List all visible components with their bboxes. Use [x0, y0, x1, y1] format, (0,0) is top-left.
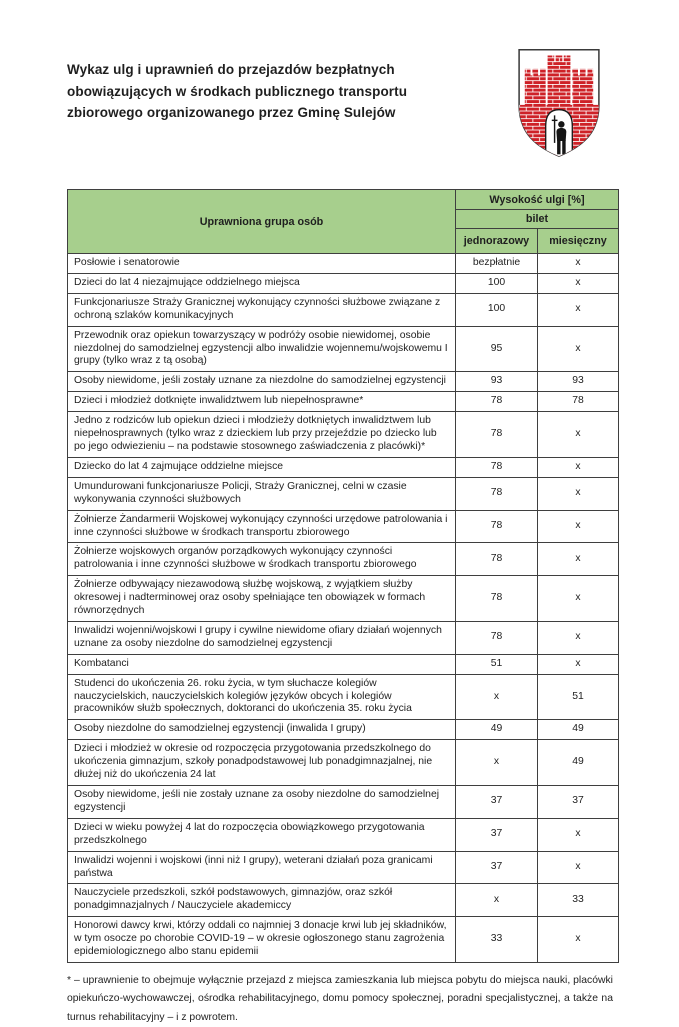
table-row — [68, 818, 619, 851]
group-cell: Przewodnik oraz opiekun towarzyszący w podróży osobie niewidomej, osobie niezdolnej do samodzielnej egzystencji albo inwalidzie wojennemu/wojskowemu I grupy (tylko wraz z tą osobą) — [68, 326, 456, 372]
monthly-ticket-cell: 51 — [538, 674, 619, 720]
single-ticket-cell: 78 — [456, 576, 538, 622]
monthly-ticket-cell: x — [538, 254, 619, 274]
table-row — [68, 654, 619, 674]
column-header-group: Uprawniona grupa osób — [68, 190, 456, 254]
group-cell: Inwalidzi wojenni i wojskowi (inni niż I grupy), weterani działań poza granicami państwa — [68, 851, 456, 884]
table-row — [68, 720, 619, 740]
table-row — [68, 254, 619, 274]
group-cell: Osoby niezdolne do samodzielnej egzystencji (inwalida I grupy) — [68, 720, 456, 740]
table-row — [68, 851, 619, 884]
table-row — [68, 273, 619, 293]
table-row — [68, 510, 619, 543]
table-row — [68, 293, 619, 326]
footnote: * – uprawnienie to obejmuje wyłącznie przejazd z miejsca zamieszkania lub miejsca pobytu do miejsca nauki, placówki opiekuńczo-wychowawczej, ośrodka rehabilitacyjnego, domu pomocy społecznej, poradni specjalistycznej, a także na turnus rehabilitacyjny – i z powrotem. — [67, 974, 613, 1023]
single-ticket-cell: 37 — [456, 786, 538, 819]
column-header-monthly: miesięczny — [538, 229, 619, 254]
single-ticket-cell: 100 — [456, 273, 538, 293]
single-ticket-cell: 49 — [456, 720, 538, 740]
table-row — [68, 457, 619, 477]
single-ticket-cell: 37 — [456, 818, 538, 851]
group-cell: Żołnierze Żandarmerii Wojskowej wykonujący czynności urzędowe patrolowania i inne czynności służbowe w środkach transportu zbiorowego — [68, 510, 456, 543]
group-cell: Dziecko do lat 4 zajmujące oddzielne miejsce — [68, 457, 456, 477]
monthly-ticket-cell: x — [538, 457, 619, 477]
table-row — [68, 543, 619, 576]
column-header-discount: Wysokość ulgi [%] — [456, 190, 619, 210]
monthly-ticket-cell: x — [538, 510, 619, 543]
title-line-2: obowiązujących w środkach publicznego transportu — [67, 83, 408, 99]
table-row — [68, 576, 619, 622]
single-ticket-cell: 95 — [456, 326, 538, 372]
group-cell: Dzieci i młodzież dotknięte inwalidztwem lub niepełnosprawne* — [68, 392, 456, 412]
single-ticket-cell: 37 — [456, 851, 538, 884]
single-ticket-cell: x — [456, 674, 538, 720]
group-cell: Posłowie i senatorowie — [68, 254, 456, 274]
table-row — [68, 740, 619, 786]
column-header-single: jednorazowy — [456, 229, 538, 254]
monthly-ticket-cell: x — [538, 576, 619, 622]
group-cell: Nauczyciele przedszkoli, szkół podstawowych, gimnazjów, oraz szkół ponadgimnazjalnych / Nauczyciele akademiccy — [68, 884, 456, 917]
monthly-ticket-cell: x — [538, 412, 619, 458]
table-row — [68, 477, 619, 510]
group-cell: Funkcjonariusze Straży Granicznej wykonujący czynności służbowe związane z ochroną szlaków komunikacyjnych — [68, 293, 456, 326]
header-row-1 — [68, 190, 619, 210]
single-ticket-cell: 33 — [456, 917, 538, 963]
single-ticket-cell: 51 — [456, 654, 538, 674]
monthly-ticket-cell: x — [538, 477, 619, 510]
single-ticket-cell: x — [456, 740, 538, 786]
monthly-ticket-cell: 37 — [538, 786, 619, 819]
monthly-ticket-cell: x — [538, 543, 619, 576]
column-header-ticket: bilet — [456, 210, 619, 229]
monthly-ticket-cell: x — [538, 326, 619, 372]
single-ticket-cell: 78 — [456, 392, 538, 412]
group-cell: Umundurowani funkcjonariusze Policji, Straży Granicznej, celni w czasie wykonywania czynności służbowych — [68, 477, 456, 510]
group-cell: Dzieci i młodzież w okresie od rozpoczęcia przygotowania przedszkolnego do ukończenia gimnazjum, szkoły ponadpodstawowej lub ponadgimnazjalnej, nie dłużej niż do ukończenia 24 lat — [68, 740, 456, 786]
single-ticket-cell: bezpłatnie — [456, 254, 538, 274]
single-ticket-cell: 78 — [456, 477, 538, 510]
single-ticket-cell: 78 — [456, 510, 538, 543]
monthly-ticket-cell: x — [538, 654, 619, 674]
monthly-ticket-cell: x — [538, 273, 619, 293]
group-cell: Dzieci w wieku powyżej 4 lat do rozpoczęcia obowiązkowego przygotowania przedszkolnego — [68, 818, 456, 851]
group-cell: Inwalidzi wojenni/wojskowi I grupy i cywilne niewidome ofiary działań wojennych uznane za osoby niezdolne do samodzielnej egzystencji — [68, 621, 456, 654]
single-ticket-cell: 78 — [456, 621, 538, 654]
single-ticket-cell: 78 — [456, 412, 538, 458]
group-cell: Osoby niewidome, jeśli nie zostały uznane za osoby niezdolne do samodzielnej egzystencji — [68, 786, 456, 819]
page-title — [67, 59, 407, 124]
group-cell: Żołnierze wojskowych organów porządkowych wykonujący czynności patrolowania i inne czynności służbowe w środkach transportu zbiorowego — [68, 543, 456, 576]
single-ticket-cell: x — [456, 884, 538, 917]
monthly-ticket-cell: x — [538, 917, 619, 963]
group-cell: Jedno z rodziców lub opiekun dzieci i młodzieży dotkniętych inwalidztwem lub niepełnosprawnych (tylko wraz z dzieckiem lub przy przejeździe po dziecko lub po jego odwiezieniu – na podstawie stosownego zaświadczenia z placówki)* — [68, 412, 456, 458]
table-row — [68, 786, 619, 819]
group-cell: Żołnierze odbywający niezawodową służbę wojskową, z wyjątkiem służby okresowej i nadterminowej oraz osoby spełniające ten obowiązek w formach równorzędnych — [68, 576, 456, 622]
group-cell: Kombatanci — [68, 654, 456, 674]
table-row — [68, 392, 619, 412]
table-row — [68, 326, 619, 372]
discount-table-header — [68, 190, 619, 254]
monthly-ticket-cell: 93 — [538, 372, 619, 392]
single-ticket-cell: 93 — [456, 372, 538, 392]
monthly-ticket-cell: x — [538, 851, 619, 884]
table-row — [68, 372, 619, 392]
table-row — [68, 884, 619, 917]
group-cell: Studenci do ukończenia 26. roku życia, w tym słuchacze kolegiów nauczycielskich, nauczycielskich kolegiów języków obcych i kolegiów pracowników służb społecznych, doktoranci do ukończenia 35. roku życia — [68, 674, 456, 720]
monthly-ticket-cell: 49 — [538, 720, 619, 740]
monthly-ticket-cell: 78 — [538, 392, 619, 412]
title-line-3: zbiorowego organizowanego przez Gminę Sulejów — [67, 105, 396, 120]
single-ticket-cell: 78 — [456, 457, 538, 477]
monthly-ticket-cell: x — [538, 818, 619, 851]
document-header — [0, 0, 679, 160]
single-ticket-cell: 78 — [456, 543, 538, 576]
monthly-ticket-cell: 33 — [538, 884, 619, 917]
monthly-ticket-cell: x — [538, 293, 619, 326]
discount-table-body — [68, 254, 619, 963]
monthly-ticket-cell: 49 — [538, 740, 619, 786]
group-cell: Dzieci do lat 4 niezajmujące oddzielnego miejsca — [68, 273, 456, 293]
gmina-sulejow-coat-of-arms-icon — [500, 46, 618, 160]
table-row — [68, 674, 619, 720]
table-row — [68, 412, 619, 458]
title-line-1: Wykaz ulg i uprawnień do przejazdów bezpłatnych — [67, 62, 395, 77]
table-row — [68, 621, 619, 654]
monthly-ticket-cell: x — [538, 621, 619, 654]
table-row — [68, 917, 619, 963]
group-cell: Osoby niewidome, jeśli zostały uznane za niezdolne do samodzielnej egzystencji — [68, 372, 456, 392]
single-ticket-cell: 100 — [456, 293, 538, 326]
group-cell: Honorowi dawcy krwi, którzy oddali co najmniej 3 donacje krwi lub jej składników, w tym osocze po chorobie COVID-19 – w okresie ogłoszonego stanu zagrożenia epidemiologicznego albo stanu epidemii — [68, 917, 456, 963]
discount-table — [67, 189, 619, 963]
